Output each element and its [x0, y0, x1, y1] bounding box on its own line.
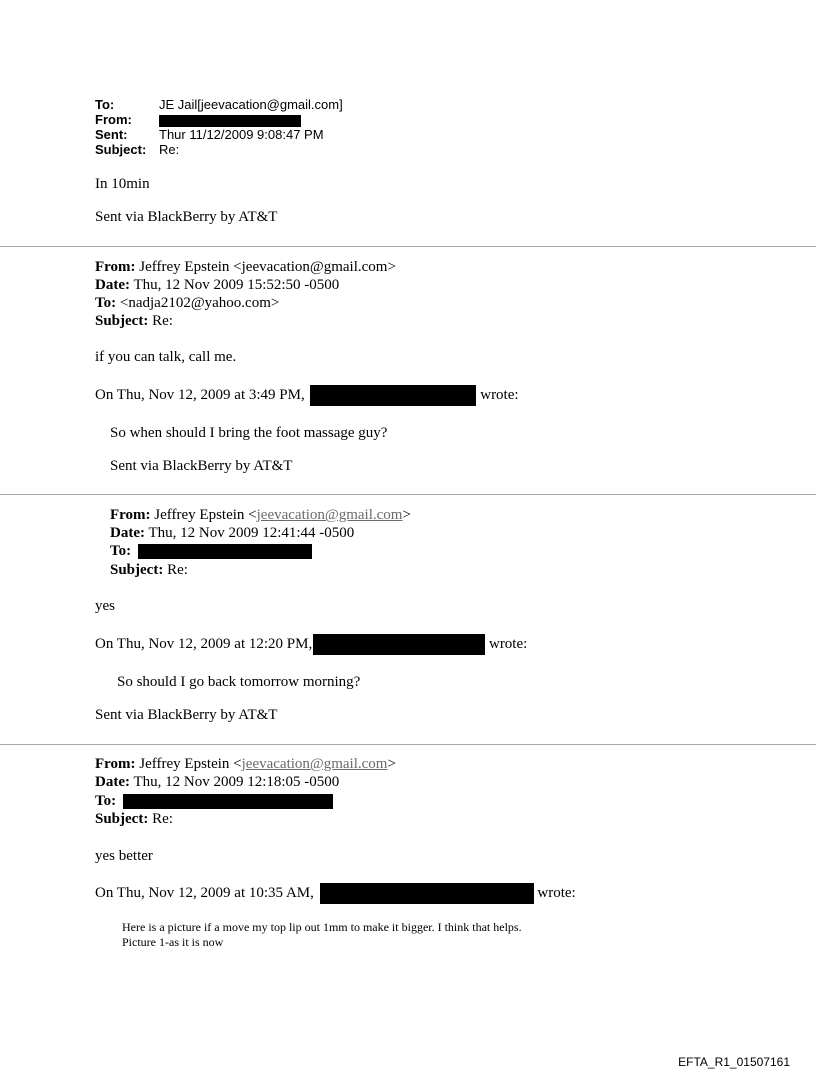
- msg4-to-row: [95, 792, 333, 810]
- msg2-date-row: [95, 276, 339, 294]
- header-sent-row: [95, 127, 324, 142]
- msg3-subject-label: Subject:: [110, 562, 164, 578]
- msg4-subject-row: [95, 810, 173, 828]
- msg2-quoted-signature: Sent via BlackBerry by AT&T: [110, 458, 293, 474]
- msg4-date-row: [95, 773, 339, 791]
- msg4-date-value: Thu, 12 Nov 2009 12:18:05 -0500: [133, 774, 340, 790]
- msg3-wrote: wrote:: [488, 635, 528, 652]
- msg4-quote-intro-row: [95, 883, 576, 904]
- message-signature: Sent via BlackBerry by AT&T: [95, 209, 278, 225]
- msg2-subject-value: Re:: [152, 313, 173, 329]
- header-sent-label: Sent:: [95, 127, 128, 142]
- redaction-box: [159, 115, 301, 127]
- msg4-from-label: From:: [95, 756, 136, 772]
- msg3-from-close: >: [402, 507, 411, 523]
- msg3-quote-intro-row: [95, 634, 527, 655]
- msg4-email-link[interactable]: jeevacation@gmail.com: [241, 756, 388, 772]
- header-to-label: To:: [95, 97, 115, 112]
- divider: [0, 494, 816, 495]
- msg4-from-close: >: [387, 756, 396, 772]
- msg3-date-label: Date:: [110, 525, 145, 541]
- msg4-subject-label: Subject:: [95, 811, 149, 827]
- msg2-date-label: Date:: [95, 277, 130, 293]
- header-sent-value: Thur 11/12/2009 9:08:47 PM: [159, 127, 324, 142]
- header-subject-row: [95, 142, 179, 157]
- msg3-to-row: [110, 542, 312, 560]
- msg2-subject-label: Subject:: [95, 313, 149, 329]
- msg4-quoted-line1: Here is a picture if a move my top lip out 1mm to make it bigger. I think that helps.: [122, 920, 522, 934]
- redaction-box: [310, 385, 476, 406]
- msg3-date-value: Thu, 12 Nov 2009 12:41:44 -0500: [148, 525, 355, 541]
- msg2-from-label: From:: [95, 259, 136, 275]
- header-from-label: From:: [95, 112, 132, 127]
- msg4-wrote: wrote:: [537, 884, 576, 901]
- msg2-to-label: To:: [95, 295, 117, 311]
- document-id: EFTA_R1_01507161: [678, 1055, 790, 1069]
- redaction-box: [138, 544, 312, 559]
- msg4-subject-value: Re:: [152, 811, 173, 827]
- msg3-from-name: Jeffrey Epstein <: [154, 507, 257, 523]
- msg3-date-row: [110, 524, 354, 542]
- msg3-quote-intro: On Thu, Nov 12, 2009 at 12:20 PM,: [95, 635, 313, 652]
- header-subject-value: Re:: [159, 142, 180, 157]
- msg3-signature: Sent via BlackBerry by AT&T: [95, 707, 278, 723]
- msg3-email-link[interactable]: jeevacation@gmail.com: [256, 507, 403, 523]
- msg3-subject-value: Re:: [167, 562, 188, 578]
- msg4-quote-intro: On Thu, Nov 12, 2009 at 10:35 AM,: [95, 884, 314, 901]
- msg2-quoted-body: So when should I bring the foot massage guy?: [110, 425, 388, 441]
- msg2-body: if you can talk, call me.: [95, 349, 237, 365]
- msg3-from-row: [110, 506, 411, 524]
- redaction-box: [313, 634, 485, 655]
- msg4-from-row: [95, 755, 396, 773]
- msg4-quoted-line2: Picture 1-as it is now: [122, 935, 224, 949]
- msg4-body: yes better: [95, 848, 153, 864]
- msg4-date-label: Date:: [95, 774, 130, 790]
- msg2-date-value: Thu, 12 Nov 2009 15:52:50 -0500: [133, 277, 340, 293]
- redaction-box: [123, 794, 333, 809]
- msg4-to-label: To:: [95, 793, 117, 809]
- msg2-to-value: <nadja2102@yahoo.com>: [119, 295, 280, 311]
- msg3-body: yes: [95, 598, 115, 614]
- msg2-from-row: [95, 258, 396, 276]
- msg3-to-label: To:: [110, 543, 132, 559]
- header-from-row: [95, 112, 301, 127]
- divider: [0, 246, 816, 247]
- message-body: In 10min: [95, 176, 150, 192]
- msg3-from-label: From:: [110, 507, 151, 523]
- msg2-wrote: wrote:: [480, 386, 519, 403]
- msg2-to-row: [95, 294, 279, 312]
- redaction-box: [320, 883, 534, 904]
- header-subject-label: Subject:: [95, 142, 147, 157]
- msg4-from-name: Jeffrey Epstein <: [139, 756, 242, 772]
- msg3-subject-row: [110, 561, 188, 579]
- divider: [0, 744, 816, 745]
- header-to-row: [95, 97, 343, 112]
- msg2-quote-intro-row: [95, 385, 519, 406]
- msg2-subject-row: [95, 312, 173, 330]
- msg3-quoted-body: So should I go back tomorrow morning?: [117, 674, 361, 690]
- header-to-value: JE Jail[jeevacation@gmail.com]: [159, 97, 343, 112]
- msg2-from-value: Jeffrey Epstein <jeevacation@gmail.com>: [139, 259, 396, 275]
- msg2-quote-intro: On Thu, Nov 12, 2009 at 3:49 PM,: [95, 386, 305, 403]
